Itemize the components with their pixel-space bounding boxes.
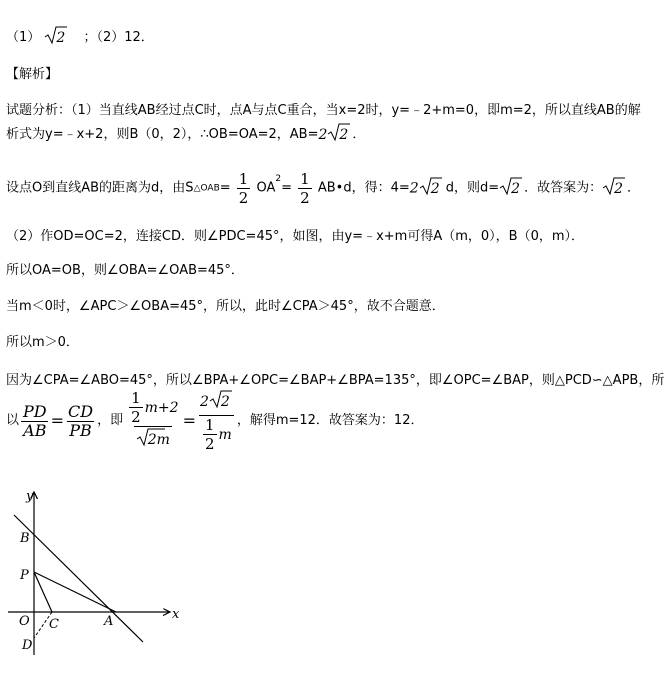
answer-line [6,25,154,51]
para1-end: ． [352,127,366,142]
para3: （2）作OD=OC=2，连接CD．则∠PDC=45°，如图，由y=﹣x+m可得A（m，0），B（0，m）． [6,229,584,244]
complex-fraction-right [198,389,235,453]
para2-text-g: ．故答案为： [524,180,603,196]
geometry-figure [0,480,200,660]
num-rest: m+2 [144,399,179,416]
label-c: C [49,617,59,632]
para1-line1: 试题分析：（1）当直线AB经过点C时，点A与点C重合，当x=2时，y=﹣2+m=0，即m=2，所以直线AB的解 [6,103,641,118]
fraction-half [129,389,143,426]
den-var: m [218,426,232,443]
frac-den: 2 [131,408,141,426]
fraction-half [237,170,251,207]
para7-line2 [6,386,423,456]
para2-rad2: 2 [511,180,521,197]
para1-text: 析式为y=﹣x+2，则B（0，2），∴OB=OA=2，AB= [6,127,319,142]
para2-rad1: 2 [430,180,440,197]
para2-text-a: 设点O到直线AB的距离为d，由S [6,180,194,196]
answer-part2: ；（2）12． [83,30,154,45]
para2-sup: 2 [275,174,282,184]
para7-text-d: ，解得m=12．故答案为：12． [236,413,424,428]
para5: 当m＜0时，∠APC＞∠OBA=45°，所以，此时∠CPA＞45°，故不合题意． [6,299,445,314]
line-ab [14,515,143,642]
frac-num: 1 [238,170,249,188]
para7-line1: 因为∠CPA=∠ABO=45°，所以∠BPA+∠OPC=∠BAP+∠BPA=135°，即∠OPC=∠BAP，则△PCD∽△APB，所 [6,373,664,388]
rhs-coef: 2 [199,394,209,410]
label-y: y [26,489,34,504]
label-b: B [20,531,30,546]
label-x: x [172,607,180,622]
answer-part1: （1） [6,30,41,45]
frac-num: 1 [131,389,141,407]
para2-rad3: 2 [614,180,623,197]
para2-text-f: d，则d= [441,180,500,196]
sqrt-value: 2 [56,30,66,46]
line-pc [34,572,52,612]
analysis-heading: 【解析】 [6,67,59,82]
label-a: A [104,614,114,629]
rhs-rad: 2 [220,394,230,410]
den-rad: 2 [147,432,157,448]
frac-den: 2 [238,189,249,207]
line-pa [34,572,116,612]
para4: 所以OA=OB，则∠OBA=∠OAB=45°． [6,263,244,278]
para2-oa: OA [256,180,276,196]
para2-text-e: AB•d，得：4= [317,180,410,196]
frac-num: CD [68,401,94,421]
label-d: D [22,638,33,653]
frac-den: 2 [204,435,215,453]
para7-text-b: 以 [6,413,20,428]
fraction-half [203,416,217,453]
fraction-pd-ab [21,403,49,440]
para2-text-h: ． [627,180,641,196]
fraction-half [298,170,312,207]
para1-rad: 2 [339,127,349,143]
para7-text-c: ，即 [97,413,124,428]
para1-coef: 2 [318,127,328,143]
para2-eq: = [219,180,231,196]
label-p: P [20,568,29,583]
complex-fraction-left [125,389,180,453]
frac-num: PD [23,401,47,421]
frac-den: 2 [300,189,310,207]
fraction-cd-pb [66,403,95,440]
para2-subscript: △OAB [193,183,220,194]
frac-den: PB [69,420,92,440]
para2-coef: 2 [409,180,419,197]
frac-den: AB [23,420,47,440]
frac-num: 1 [204,416,215,434]
para6: 所以m＞0． [6,335,79,350]
label-o: O [19,614,30,629]
para1-line2 [6,122,365,148]
equals: = [182,411,196,430]
para2-eq2: = [281,180,293,196]
den-var: m [156,432,170,448]
para2-line [6,170,640,207]
frac-num: 1 [300,170,310,188]
equals: = [50,411,65,430]
